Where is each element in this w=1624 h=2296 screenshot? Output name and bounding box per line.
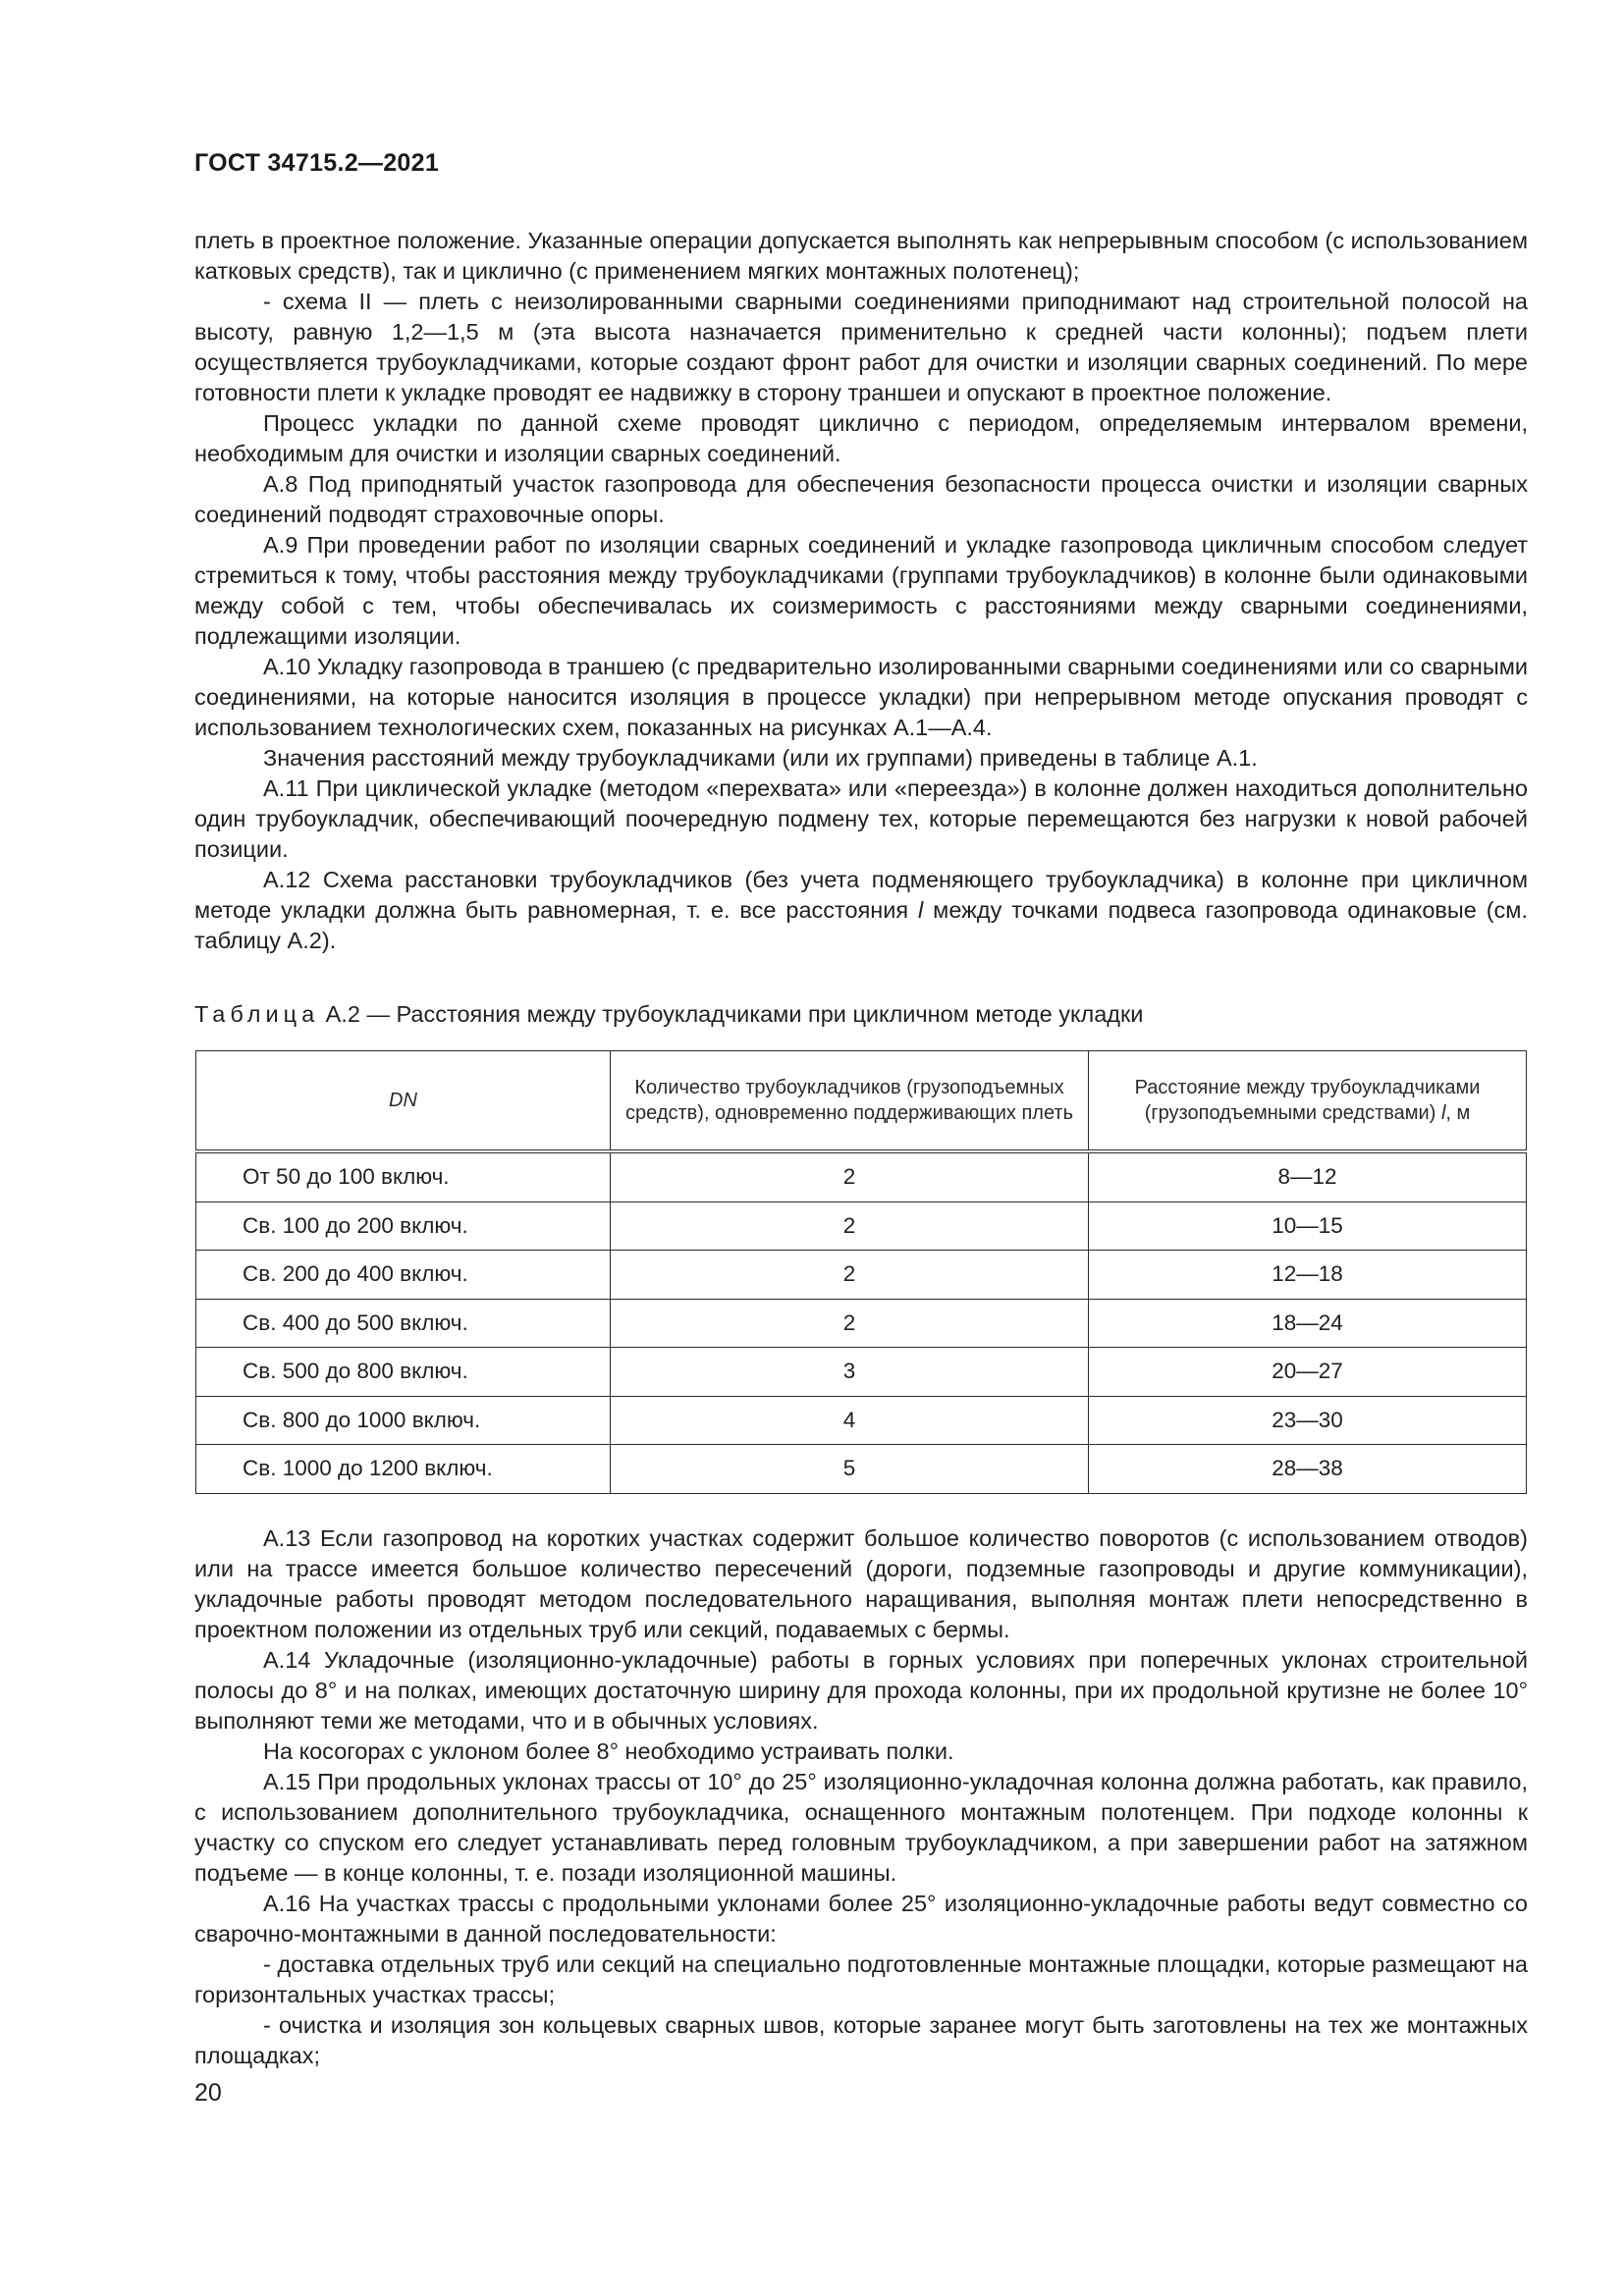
text-block-bottom — [194, 1523, 1528, 2071]
table-caption — [194, 999, 1143, 1030]
table-caption-word: Таблица — [194, 1001, 320, 1027]
paragraph: А.14 Укладочные (изоляционно-укладочные) работы в горных условиях при поперечных уклонах строительной полосы до 8° и на полках, имеющих достаточную ширину для прохода колонны, при их продольной крутизне не более 10° выполняют теми же методами, что и в обычных условиях. — [194, 1647, 1528, 1734]
cell-count: 5 — [611, 1445, 1089, 1494]
paragraph: А.16 На участках трассы с продольными уклонами более 25° изоляционно-укладочные работы ведут совместно со сварочно-монтажными в данной последовательности: — [194, 1891, 1528, 1947]
cell-count: 2 — [611, 1201, 1089, 1251]
cell-dn: Св. 500 до 800 включ. — [196, 1348, 611, 1397]
paragraph: На косогорах с уклоном более 8° необходимо устраивать полки. — [263, 1738, 954, 1764]
paragraph: Значения расстояний между трубоукладчиками (или их группами) приведены в таблице А.1. — [263, 745, 1258, 771]
header-distance-text: Расстояние между трубоукладчиками (грузоподъемными средствами) — [1134, 1077, 1481, 1124]
paragraph: А.9 При проведении работ по изоляции сварных соединений и укладке газопровода цикличным способом следует стремиться к тому, чтобы расстояния между трубоукладчиками (группами трубоукладчиков) в колонне были одинаковыми между собой с тем, чтобы обеспечивалась их соизмеримость с расстояниями между сварными соединениями, подлежащими изоляции. — [194, 532, 1528, 649]
cell-count: 2 — [611, 1299, 1089, 1348]
paragraph: - очистка и изоляция зон кольцевых сварных швов, которые заранее могут быть заготовлены на тех же монтажных площадках; — [194, 2012, 1528, 2068]
paragraph: А.15 При продольных уклонах трассы от 10° до 25° изоляционно-укладочная колонна должна работать, как правило, с использованием дополнительного трубоукладчика, оснащенного монтажным полотенцем. При подходе колонны к участку со спуском его следует устанавливать перед головным трубоукладчиком, а при завершении работ на затяжном подъеме — в конце колонны, т. е. позади изоляционной машины. — [194, 1769, 1528, 1886]
cell-dn: Св. 800 до 1000 включ. — [196, 1396, 611, 1445]
table-header-row — [196, 1051, 1527, 1152]
paragraph-a12 — [194, 865, 1528, 956]
header-unit: , м — [1445, 1102, 1471, 1124]
cell-distance: 10—15 — [1089, 1201, 1527, 1251]
table-row — [196, 1396, 1527, 1445]
header-count: Количество трубоукладчиков (грузоподъемных средств), одновременно поддерживающих плеть — [611, 1051, 1089, 1152]
cell-distance: 28—38 — [1089, 1445, 1527, 1494]
cell-dn: От 50 до 100 включ. — [196, 1151, 611, 1201]
cell-dn: Св. 1000 до 1200 включ. — [196, 1445, 611, 1494]
paragraph: Процесс укладки по данной схеме проводят циклично с периодом, определяемым интервалом времени, необходимым для очистки и изоляции сварных соединений. — [194, 410, 1528, 466]
table-row — [196, 1251, 1527, 1300]
cell-dn: Св. 400 до 500 включ. — [196, 1299, 611, 1348]
paragraph: А.13 Если газопровод на коротких участках содержит большое количество поворотов (с использованием отводов) или на трассе имеется большое количество пересечений (дороги, подземные газопроводы и другие коммуникации), укладочные работы проводят методом последовательного наращивания, выполняя монтаж плети непосредственно в проектном положении из отдельных труб или секций, подаваемых с бермы. — [194, 1525, 1528, 1642]
cell-count: 3 — [611, 1348, 1089, 1397]
cell-dn: Св. 200 до 400 включ. — [196, 1251, 611, 1300]
table-row — [196, 1348, 1527, 1397]
paragraph: А.11 При циклической укладке (методом «перехвата» или «переезда») в колонне должен находиться дополнительно один трубоукладчик, обеспечивающий поочередную подмену тех, которые перемещаются без нагрузки к новой рабочей позиции. — [194, 775, 1528, 862]
cell-count: 4 — [611, 1396, 1089, 1445]
table-row — [196, 1151, 1527, 1201]
paragraph: - схема II — плеть с неизолированными сварными соединениями приподнимают над строительной полосой на высоту, равную 1,2—1,5 м (эта высота назначается применительно к средней части колонны); подъем плети осуществляется трубоукладчиками, которые создают фронт работ для очистки и изоляции сварных соединений. По мере готовности плети к укладке проводят ее надвижку в сторону траншеи и опускают в проектное положение. — [194, 289, 1528, 405]
paragraph: - доставка отдельных труб или секций на специально подготовленные монтажные площадки, которые размещают на горизонтальных участках трассы; — [194, 1951, 1528, 2007]
cell-distance: 8—12 — [1089, 1151, 1527, 1201]
cell-distance: 18—24 — [1089, 1299, 1527, 1348]
paragraph: плеть в проектное положение. Указанные операции допускается выполнять как непрерывным способом (с использованием катковых средств), так и циклично (с применением мягких монтажных полотенец); — [194, 228, 1528, 284]
header-variable-l: l — [1440, 1102, 1446, 1124]
page-number: 20 — [194, 2079, 222, 2107]
data-table — [195, 1050, 1527, 1494]
cell-dn: Св. 100 до 200 включ. — [196, 1201, 611, 1251]
variable-l: l — [918, 897, 924, 923]
cell-distance: 23—30 — [1089, 1396, 1527, 1445]
cell-distance: 12—18 — [1089, 1251, 1527, 1300]
table-row — [196, 1201, 1527, 1251]
paragraph: А.10 Укладку газопровода в траншею (с предварительно изолированными сварными соединениями или со сварными соединениями, на которые наносится изоляция в процессе укладки) при непрерывном методе опускания проводят с использованием технологических схем, показанных на рисунках А.1—А.4. — [194, 654, 1528, 740]
table-caption-text: А.2 — Расстояния между трубоукладчиками при цикличном методе укладки — [319, 1001, 1144, 1027]
paragraph-text: между точками подвеса газопровода одинаковые (см. таблицу А.2). — [194, 897, 1528, 953]
table-row — [196, 1299, 1527, 1348]
document-header: ГОСТ 34715.2—2021 — [194, 149, 440, 177]
table-row — [196, 1445, 1527, 1494]
paragraph: А.8 Под приподнятый участок газопровода для обеспечения безопасности процесса очистки и изоляции сварных соединений подводят страховочные опоры. — [194, 471, 1528, 527]
paragraph-text: А.12 Схема расстановки трубоукладчиков (без учета подменяющего трубоукладчика) в колонне при цикличном методе укладки должна быть равномерная, т. е. все расстояния — [194, 867, 1528, 923]
cell-count: 2 — [611, 1151, 1089, 1201]
text-block-top — [194, 226, 1528, 956]
header-distance — [1089, 1051, 1527, 1152]
cell-count: 2 — [611, 1251, 1089, 1300]
header-dn: DN — [196, 1051, 611, 1152]
cell-distance: 20—27 — [1089, 1348, 1527, 1397]
